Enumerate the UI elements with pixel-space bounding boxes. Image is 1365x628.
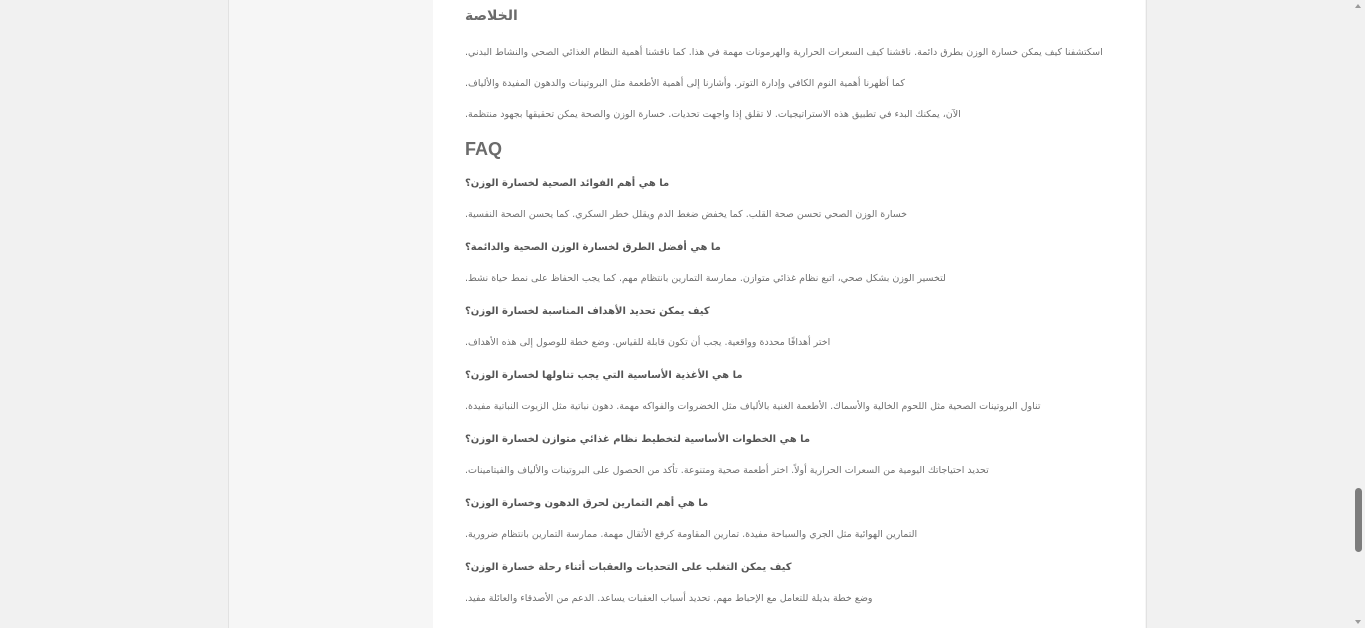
faq-question-7: كيف يمكن التغلب على التحديات والعقبات أثناء رحلة خسارة الوزن؟ (465, 562, 792, 573)
faq-answer-5: .تحديد احتياجاتك اليومية من السعرات الحرارية أولاً. اختر أطعمة صحية ومتنوعة. تأكد من الحصول على البروتينات والألياف والفيتامينات (465, 465, 989, 476)
faq-question-2: ما هي أفضل الطرق لخسارة الوزن الصحية والدائمة؟ (465, 242, 721, 253)
vertical-scrollbar[interactable] (1352, 0, 1365, 628)
faq-question-1: ما هي أهم الفوائد الصحية لخسارة الوزن؟ (465, 178, 670, 189)
scroll-down-arrow-icon[interactable] (1355, 620, 1361, 624)
faq-answer-7: .وضع خطة بديلة للتعامل مع الإحباط مهم. تحديد أسباب العقبات يساعد. الدعم من الأصدقاء والعائلة مفيد (465, 593, 873, 604)
faq-answer-2: .لتخسير الوزن بشكل صحي، اتبع نظام غذائي متوازن. ممارسة التمارين بانتظام مهم. كما يجب الحفاظ على نمط حياة نشط (465, 273, 946, 284)
faq-question-3: كيف يمكن تحديد الأهداف المناسبة لخسارة الوزن؟ (465, 306, 710, 317)
summary-paragraph-2: .كما أظهرنا أهمية النوم الكافي وإدارة التوتر. وأشارنا إلى أهمية الأطعمة مثل البروتينات والدهون المفيدة والألياف (465, 78, 905, 89)
scrollbar-thumb[interactable] (1355, 488, 1362, 552)
faq-answer-6: .التمارين الهوائية مثل الجري والسباحة مفيدة. تمارين المقاومة كرفع الأثقال مهمة. ممارسة التمارين بانتظام ضرورية (465, 529, 918, 540)
faq-heading: FAQ (465, 139, 503, 159)
faq-answer-1: .خسارة الوزن الصحي تحسن صحة القلب. كما يخفض ضغط الدم ويقلل خطر السكري. كما يحسن الصحة النفسية (465, 209, 908, 220)
faq-answer-4: .تناول البروتينات الصحية مثل اللحوم الخالية والأسماك. الأطعمة الغنية بالألياف مثل الخضروات والفواكه مهمة. دهون نباتية مثل الزيوت النباتية مفيدة (465, 401, 1041, 412)
faq-question-4: ما هي الأغذية الأساسية التي يجب تناولها لخسارة الوزن؟ (465, 370, 743, 381)
summary-paragraph-3: .الآن، يمكنك البدء في تطبيق هذه الاستراتيجيات. لا تقلق إذا واجهت تحديات. خسارة الوزن والصحة يمكن تحقيقها بجهود منتظمة (465, 109, 961, 120)
scroll-up-arrow-icon[interactable] (1355, 4, 1361, 8)
faq-answer-3: .اختر أهدافًا محددة وواقعية. يجب أن تكون قابلة للقياس. وضع خطة للوصول إلى هذه الأهداف (465, 337, 831, 348)
summary-heading: الخلاصة (465, 8, 518, 24)
faq-question-5: ما هي الخطوات الأساسية لتخطيط نظام غذائي متوازن لخسارة الوزن؟ (465, 434, 811, 445)
faq-question-6: ما هي أهم التمارين لحرق الدهون وخسارة الوزن؟ (465, 498, 709, 509)
summary-paragraph-1: .اسكتشفنا كيف يمكن خسارة الوزن بطرق دائمة. ناقشنا كيف السعرات الحرارية والهرمونات مهمة في هذا. كما ناقشنا أهمية النظام الغذائي الصحي والنشاط البدني (465, 47, 1103, 58)
